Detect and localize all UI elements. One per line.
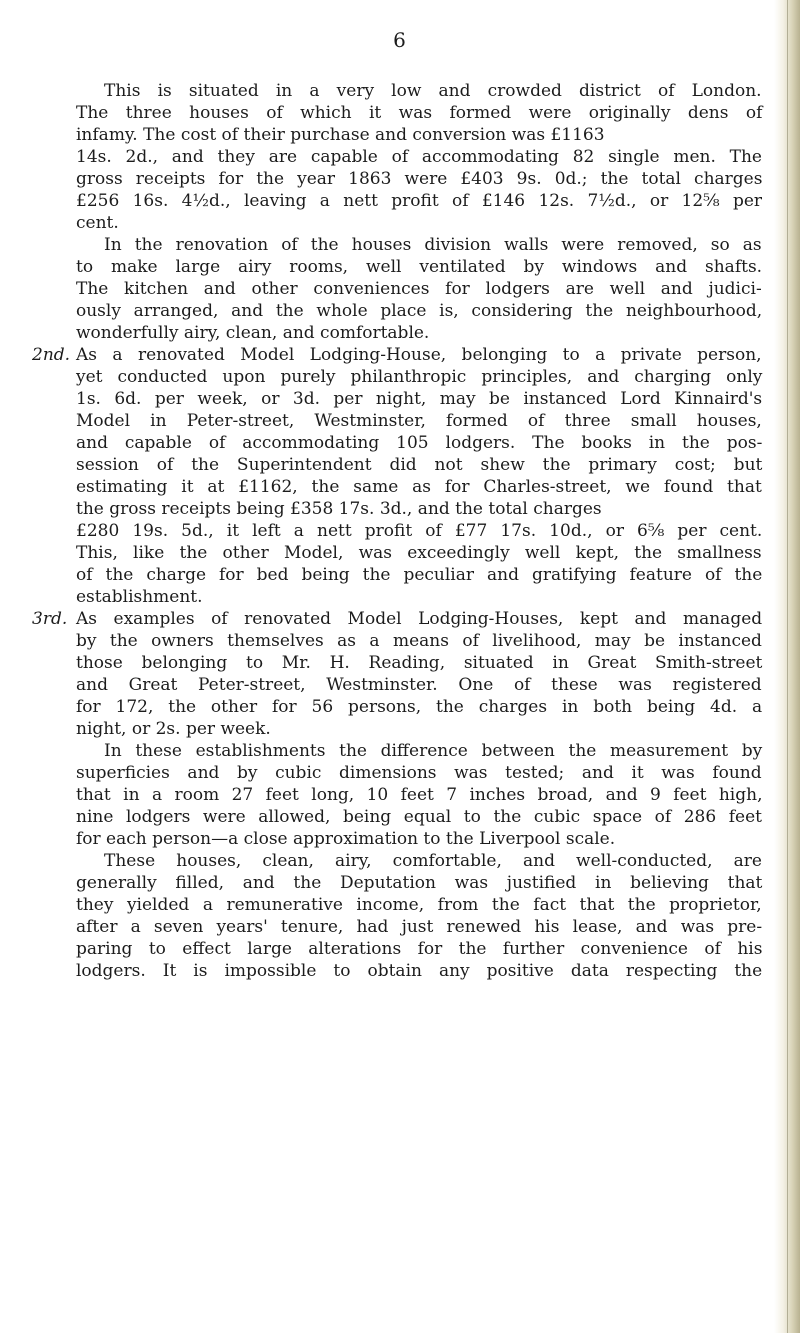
text-line: As examples of renovated Model Lodging-Houses, kept and managed <box>76 609 763 629</box>
text-line: nine lodgers were allowed, being equal to the cubic space of 286 feet <box>76 807 763 827</box>
text-line: of the charge for bed being the peculiar and gratifying feature of the <box>76 565 763 585</box>
text-line: Model in Peter-street, Westminster, formed of three small houses, <box>76 411 762 431</box>
text-line: The kitchen and other conveniences for lodgers are well and judici- <box>76 279 762 299</box>
text-line: infamy. The cost of their purchase and conversion was £1163 <box>76 125 605 145</box>
text-line: for 172, the other for 56 persons, the charges in both being 4d. a <box>76 697 763 717</box>
section-marker-third: 3rd. <box>32 609 68 629</box>
text-line: the gross receipts being £358 17s. 3d., and the total charges <box>76 499 602 519</box>
text-line: wonderfully airy, clean, and comfortable. <box>76 323 430 343</box>
text-line: and capable of accommodating 105 lodgers. The books in the pos- <box>76 433 763 453</box>
text-line: by the owners themselves as a means of livelihood, may be instanced <box>76 631 762 651</box>
text-line: session of the Superintendent did not shew the primary cost; but <box>76 455 763 475</box>
section-marker-second: 2nd. <box>32 345 71 365</box>
page-number: 6 <box>393 28 407 52</box>
text-line: and Great Peter-street, Westminster. One of these was registered <box>76 675 762 695</box>
text-line: £280 19s. 5d., it left a nett profit of £77 17s. 10d., or 6⅝ per cent. <box>76 521 763 541</box>
text-line: gross receipts for the year 1863 were £403 9s. 0d.; the total charges <box>76 169 763 189</box>
text-line: those belonging to Mr. H. Reading, situated in Great Smith-street <box>76 653 763 673</box>
text-line: ously arranged, and the whole place is, considering the neighbourhood, <box>76 301 763 321</box>
text-line: These houses, clean, airy, comfortable, and well-conducted, are <box>104 851 762 871</box>
text-line: 14s. 2d., and they are capable of accommodating 82 single men. The <box>76 147 762 167</box>
text-line: to make large airy rooms, well ventilated by windows and shafts. <box>76 257 763 277</box>
text-line: estimating it at £1162, the same as for Charles-street, we found that <box>76 477 762 497</box>
text-line: establishment. <box>76 587 203 607</box>
text-line: This, like the other Model, was exceedingly well kept, the smallness <box>76 543 762 563</box>
text-line: night, or 2s. per week. <box>76 719 271 739</box>
text-line: cent. <box>76 213 119 233</box>
text-line: This is situated in a very low and crowded district of London. <box>104 81 762 101</box>
text-line: £256 16s. 4½d., leaving a nett profit of £146 12s. 7½d., or 12⅝ per <box>76 191 763 211</box>
text-line: generally filled, and the Deputation was justified in believing that <box>76 873 763 893</box>
text-line: that in a room 27 feet long, 10 feet 7 inches broad, and 9 feet high, <box>76 785 763 805</box>
text-line: for each person—a close approximation to the Liverpool scale. <box>76 829 616 849</box>
text-line: paring to effect large alterations for the further convenience of his <box>76 939 763 959</box>
text-line: after a seven years' tenure, had just renewed his lease, and was pre- <box>76 917 763 937</box>
text-line: they yielded a remunerative income, from the fact that the proprietor, <box>76 895 762 915</box>
text-line: yet conducted upon purely philanthropic principles, and charging only <box>76 367 763 387</box>
text-line: In these establishments the difference between the measurement by <box>104 741 763 761</box>
text-line: lodgers. It is impossible to obtain any positive data respecting the <box>76 961 763 981</box>
text-line: The three houses of which it was formed were originally dens of <box>76 103 763 123</box>
text-line: In the renovation of the houses division walls were removed, so as <box>104 235 762 255</box>
text-line: As a renovated Model Lodging-House, belonging to a private person, <box>76 345 762 365</box>
text-line: superficies and by cubic dimensions was tested; and it was found <box>76 763 762 783</box>
text-line: 1s. 6d. per week, or 3d. per night, may be instanced Lord Kinnaird's <box>76 389 763 409</box>
page-edge-line <box>787 0 788 1333</box>
